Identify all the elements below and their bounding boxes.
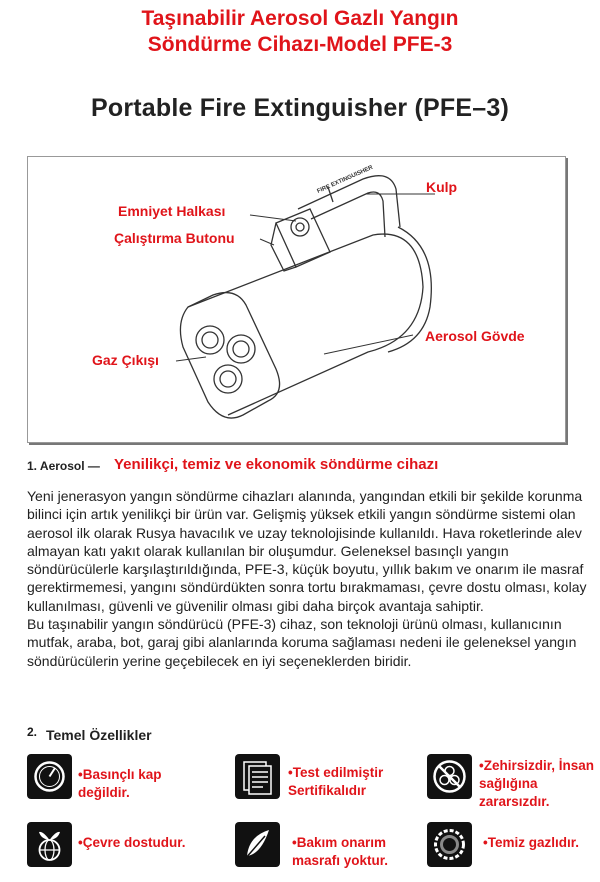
title-turkish-line2: Söndürme Cihazı-Model PFE-3	[147, 33, 453, 56]
callout-safety-ring: Emniyet Halkası	[118, 203, 226, 219]
section1-body	[27, 487, 587, 670]
callout-trigger-button: Çalıştırma Butonu	[114, 230, 235, 246]
section1-heading: Yenilikçi, temiz ve ekonomik söndürme cihazı	[114, 456, 439, 473]
eco-globe-icon	[27, 822, 72, 867]
section1-paragraph2: Bu taşınabilir yangın söndürücü (PFE-3) cihaz, son teknoloji ürünü olması, kullanıcının mutfak, araba, bot, garaj gibi alanlarında koruma sağlaması nedeni ile geleneksel yangın söndürücülerin yerine geçebilecek en iyi seçeneklerden biridir.	[27, 616, 577, 669]
clean-gas-icon	[427, 822, 472, 867]
no-biohazard-icon	[427, 754, 472, 799]
product-diagram	[27, 156, 566, 443]
feather-icon	[235, 822, 280, 867]
extinguisher-illustration	[28, 157, 565, 442]
callout-handle: Kulp	[426, 179, 458, 195]
callout-aerosol-body: Aerosol Gövde	[425, 328, 525, 344]
feature-label-pressure: •Basınçlı kap değildir.	[78, 767, 162, 800]
section2-number: 2.	[27, 725, 38, 739]
section2-heading: Temel Özellikler	[46, 727, 152, 743]
title-english: Portable Fire Extinguisher (PFE–3)	[90, 94, 509, 122]
callout-gas-outlet: Gaz Çıkışı	[92, 352, 159, 368]
section1-paragraph1: Yeni jenerasyon yangın söndürme cihazları alanında, yangından etkili bir şekilde korunma bilinci için artık yenilikçi bir ürün var. Gelişmiş yüksek etkili yangın söndürme sistemi olan aerosol ilk olarak Rusya havacılık ve uzay teknolojisinde kullanıldı. Hava roketlerinde alev almayan katı yakıt olarak kullanılan bir oluşumdur. Geleneksel basınçlı yangın söndürücülerle karşılaştırıldığında, PFE-3, küçük boyutu, yıllık bakım ve onarım ile masraf gerektirmemesi, yangını söndürdükten sonra tortu bırakmaması, çevre dostu olması, kolay kullanılması, güvenli ve güvenilir olması gibi daha birçok avantaja sahiptir.	[27, 488, 587, 614]
gauge-icon	[27, 754, 72, 799]
feature-label-certified: •Test edilmiştir Sertifikalıdır	[288, 765, 384, 798]
feature-label-no-maintenance: •Bakım onarım masrafı yoktur.	[292, 835, 389, 868]
feature-label-eco: •Çevre dostudur.	[78, 835, 186, 850]
section1-number: 1. Aerosol —	[27, 459, 100, 473]
device-label: FIRE EXTINGUISHER	[316, 164, 374, 195]
title-turkish-line1: Taşınabilir Aerosol Gazlı Yangın	[141, 7, 459, 30]
certificate-icon	[235, 754, 280, 799]
feature-label-non-toxic: •Zehirsizdir, İnsan sağlığına zararsızdır.	[479, 758, 595, 809]
feature-label-clean-gas: •Temiz gazlıdır.	[483, 835, 579, 850]
